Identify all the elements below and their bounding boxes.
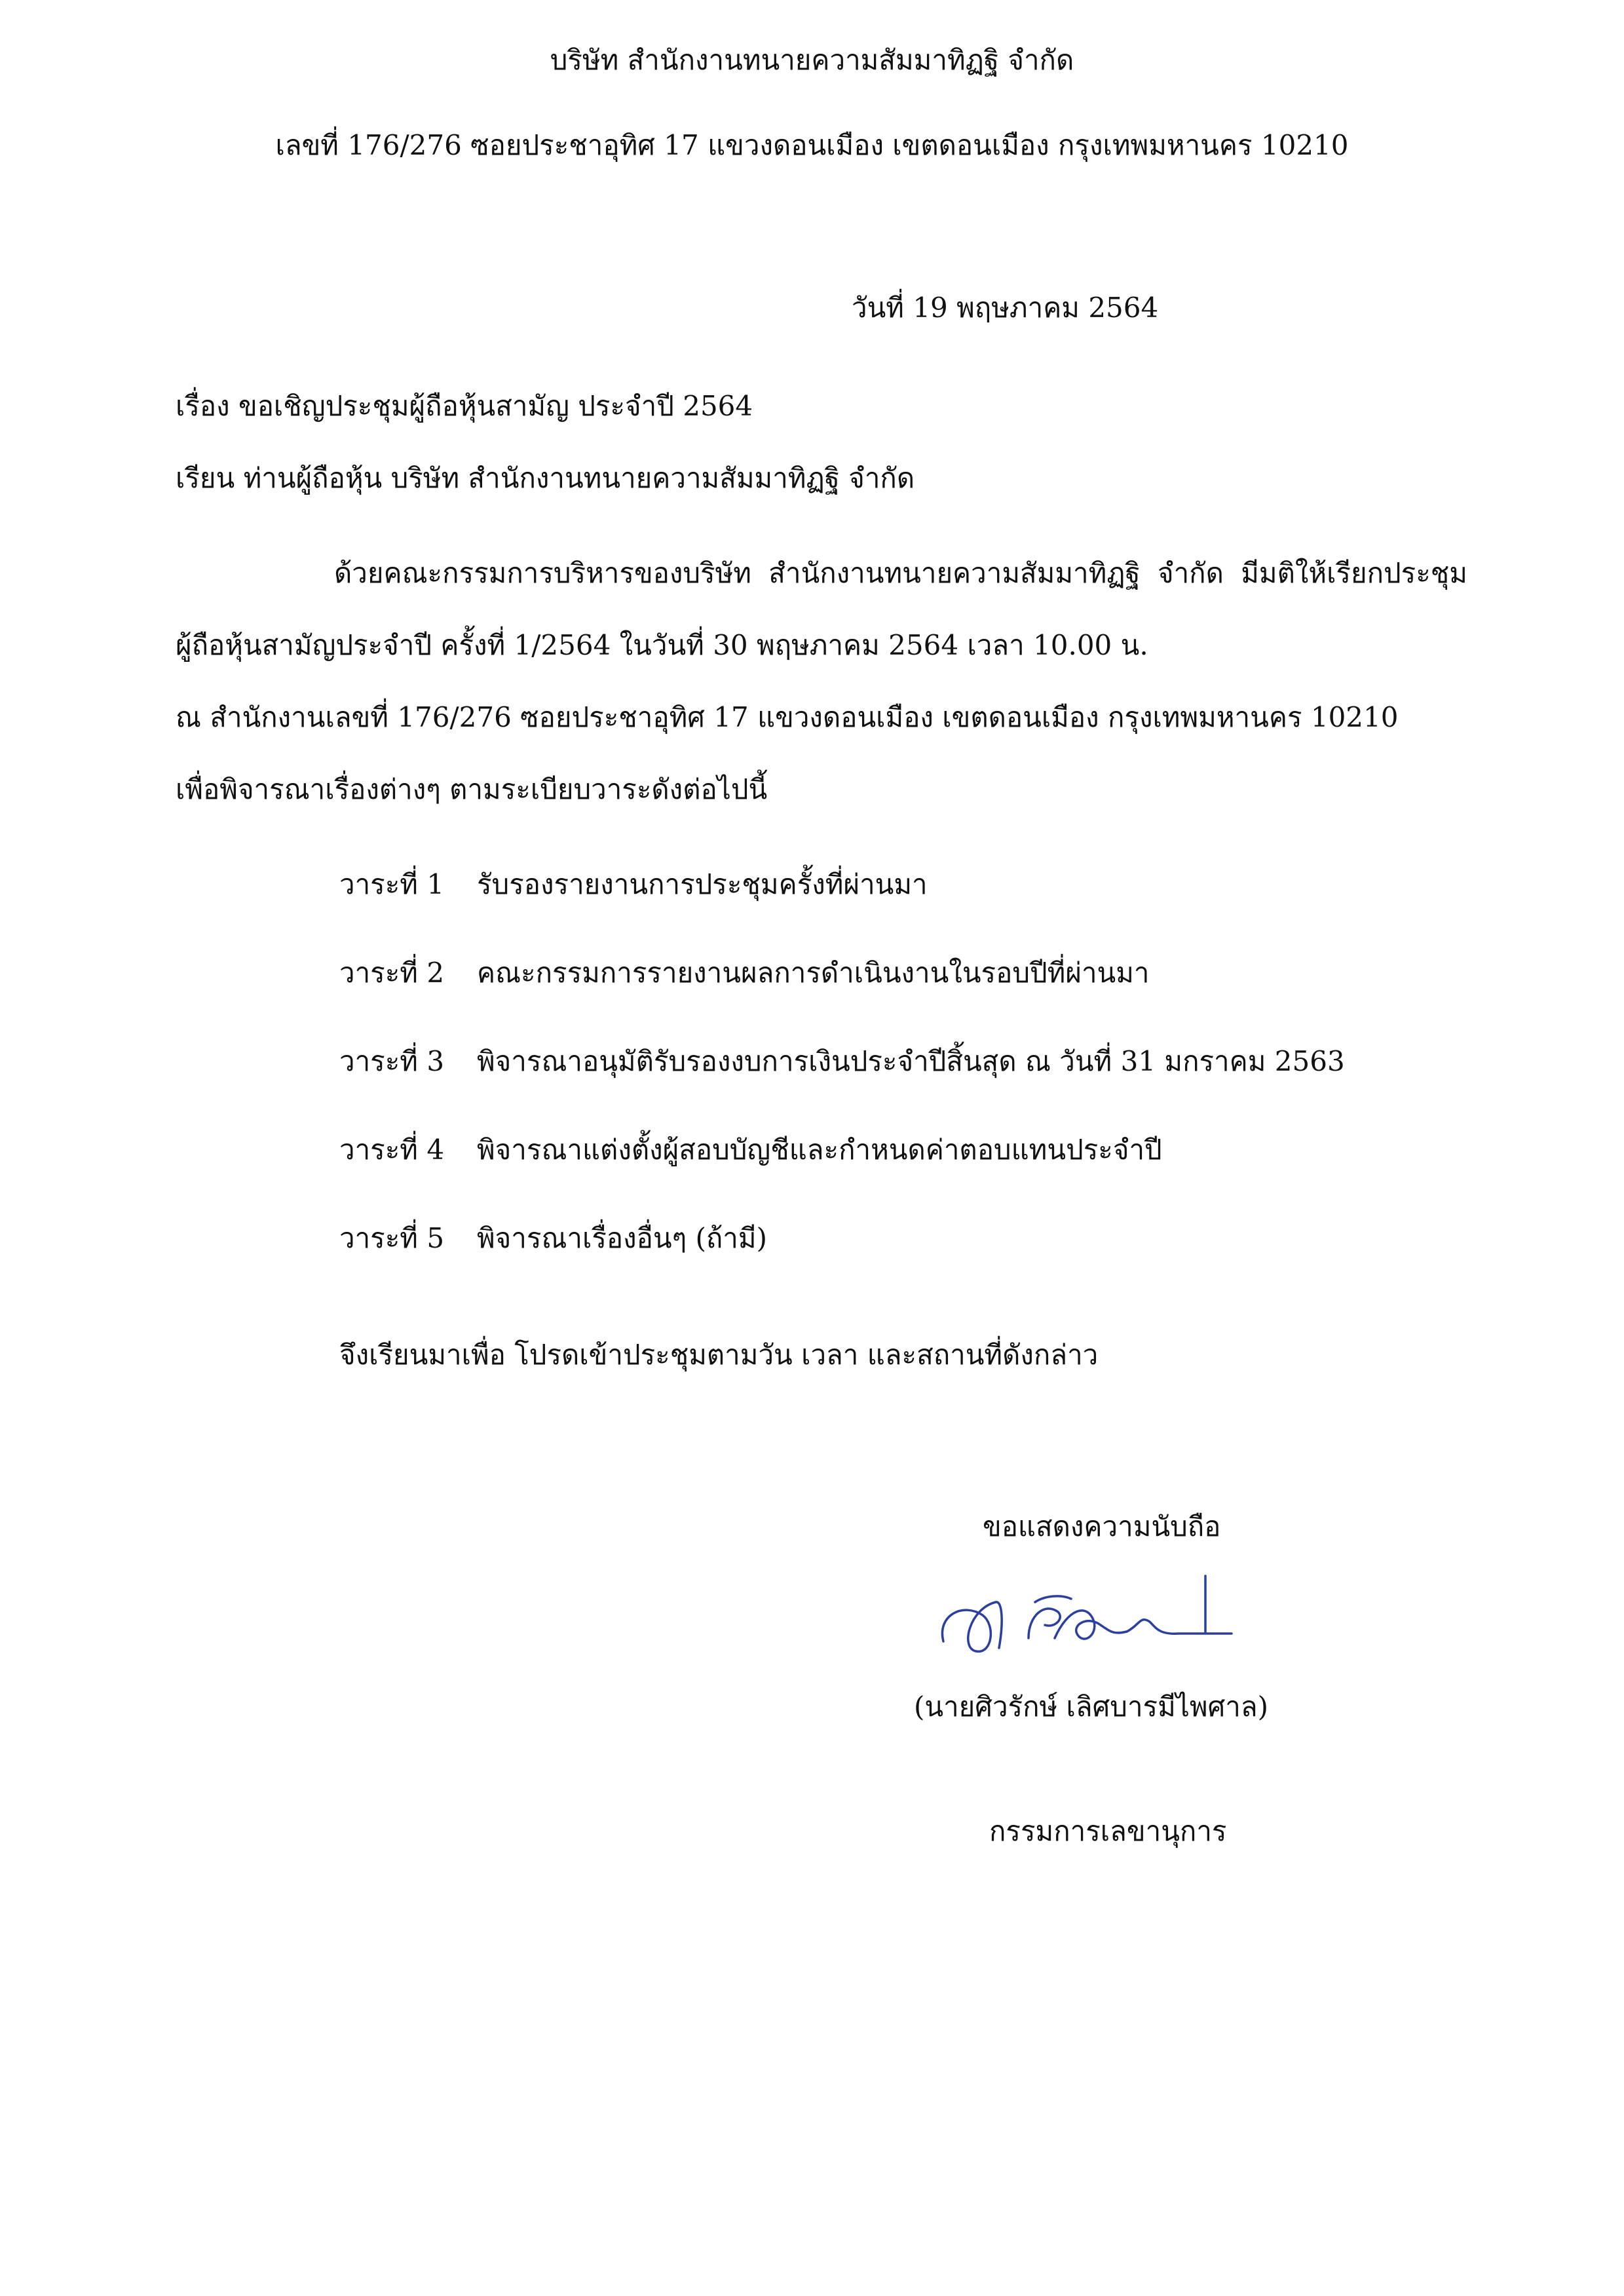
letter-recipient: เรียน ท่านผู้ถือหุ้น บริษัท สำนักงานทนายความสัมมาทิฏฐิ จำกัด bbox=[176, 462, 915, 494]
agenda-number: วาระที่ 3 bbox=[339, 1045, 445, 1077]
agenda-text: พิจารณาแต่งตั้งผู้สอบบัญชีและกำหนดค่าตอบแทนประจำปี bbox=[477, 1134, 1162, 1166]
agenda-item bbox=[339, 1042, 1345, 1081]
body-line-4: เพื่อพิจารณาเรื่องต่างๆ ตามระเบียบวาระดังต่อไปนี้ bbox=[176, 773, 768, 805]
closing-sentence: จึงเรียนมาเพื่อ โปรดเข้าประชุมตามวัน เวลา และสถานที่ดังกล่าว bbox=[339, 1339, 1099, 1371]
body-line-2: ผู้ถือหุ้นสามัญประจำปี ครั้งที่ 1/2564 ในวันที่ 30 พฤษภาคม 2564 เวลา 10.00 น. bbox=[176, 629, 1148, 661]
body-line-1: ด้วยคณะกรรมการบริหารของบริษัท สำนักงานทนายความสัมมาทิฏฐิ จำกัด มีมติให้เรียกประชุม bbox=[334, 557, 1467, 589]
handwritten-signature bbox=[930, 1563, 1258, 1681]
regards-text: ขอแสดงความนับถือ bbox=[983, 1510, 1221, 1542]
agenda-item bbox=[339, 1219, 767, 1258]
letter-subject: เรื่อง ขอเชิญประชุมผู้ถือหุ้นสามัญ ประจำปี 2564 bbox=[176, 390, 753, 422]
agenda-item bbox=[339, 1130, 1162, 1170]
agenda-text: รับรองรายงานการประชุมครั้งที่ผ่านมา bbox=[477, 868, 928, 900]
company-name: บริษัท สำนักงานทนายความสัมมาทิฏฐิ จำกัด bbox=[550, 44, 1074, 76]
signer-title: กรรมการเลขานุการ bbox=[989, 1815, 1227, 1847]
signer-name: (นายศิวรักษ์ เลิศบารมีไพศาล) bbox=[914, 1691, 1268, 1723]
agenda-text: พิจารณาเรื่องอื่นๆ (ถ้ามี) bbox=[477, 1222, 767, 1254]
letter-date: วันที่ 19 พฤษภาคม 2564 bbox=[852, 292, 1159, 324]
agenda-item bbox=[339, 865, 928, 904]
agenda-number: วาระที่ 4 bbox=[339, 1134, 445, 1166]
body-line-3: ณ สำนักงานเลขที่ 176/276 ซอยประชาอุทิศ 17 แขวงดอนเมือง เขตดอนเมือง กรุงเทพมหานคร 10210 bbox=[176, 701, 1399, 733]
agenda-number: วาระที่ 5 bbox=[339, 1222, 445, 1254]
agenda-text: พิจารณาอนุมัติรับรองงบการเงินประจำปีสิ้นสุด ณ วันที่ 31 มกราคม 2563 bbox=[477, 1045, 1345, 1077]
agenda-number: วาระที่ 1 bbox=[339, 868, 445, 900]
agenda-item bbox=[339, 953, 1150, 993]
agenda-text: คณะกรรมการรายงานผลการดำเนินงานในรอบปีที่ผ่านมา bbox=[477, 957, 1150, 989]
agenda-number: วาระที่ 2 bbox=[339, 957, 445, 989]
company-address: เลขที่ 176/276 ซอยประชาอุทิศ 17 แขวงดอนเมือง เขตดอนเมือง กรุงเทพมหานคร 10210 bbox=[275, 129, 1349, 161]
